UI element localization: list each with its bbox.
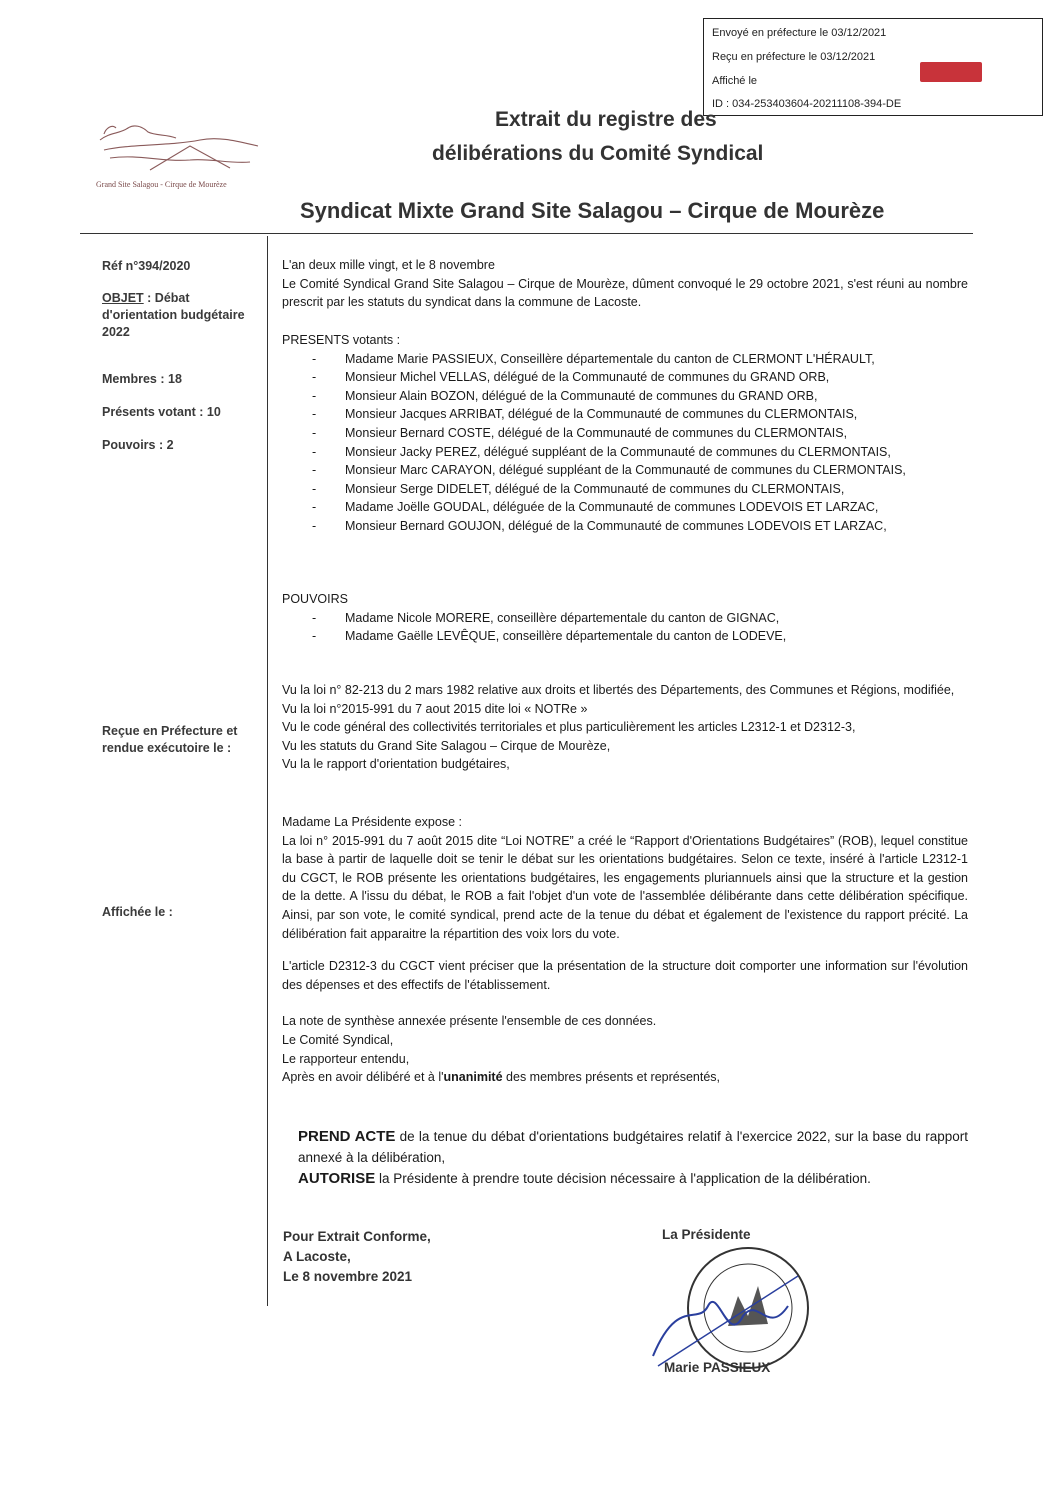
column-divider	[267, 236, 268, 1306]
prend-acte-text: de la tenue du débat d'orientations budgétaires relatif à l'exercice 2022, sur la base du rapport annexé à la délibération,	[298, 1129, 969, 1165]
objet-block	[102, 290, 262, 341]
membres-count: Membres : 18	[102, 372, 182, 386]
expose-title: Madame La Présidente expose :	[282, 815, 462, 829]
recue-prefecture: Reçue en Préfecture et rendue exécutoire le :	[102, 724, 238, 755]
pouvoirs-list	[282, 609, 968, 646]
header-divider	[80, 233, 973, 234]
synthese-note: La note de synthèse annexée présente l'ensemble de ces données.	[282, 1014, 657, 1029]
stamp-posted: Affiché le	[712, 75, 758, 87]
visa-line: Vu la loi n°2015-991 du 7 aout 2015 dite loi « NOTRe »	[282, 701, 588, 716]
presents-list	[282, 350, 968, 536]
autorise-text: la Présidente à prendre toute décision nécessaire à l'application de la délibération.	[375, 1171, 871, 1186]
stamp-sent: Envoyé en préfecture le 03/12/2021	[712, 27, 887, 39]
list-item: - Madame Joëlle GOUDAL, déléguée de la Communauté de communes LODEVOIS ET LARZAC,	[282, 498, 968, 517]
decision-section	[298, 1126, 968, 1189]
deliberation-post: des membres présents et représentés,	[502, 1070, 721, 1085]
logo-caption: Grand Site Salagou - Cirque de Mourèze	[96, 180, 227, 189]
document-title-line1: Extrait du registre des	[495, 108, 717, 131]
visa-line: Vu les statuts du Grand Site Salagou – Cirque de Mourèze,	[282, 738, 611, 753]
comite-line: Le Comité Syndical,	[282, 1032, 394, 1047]
rapporteur-line: Le rapporteur entendu,	[282, 1051, 410, 1066]
pouvoirs-count: Pouvoirs : 2	[102, 438, 174, 452]
intro-section	[282, 256, 968, 312]
deliberation-line	[282, 1068, 968, 1087]
reference-number: Réf n°394/2020	[102, 259, 191, 273]
organization-name: Syndicat Mixte Grand Site Salagou – Cirque de Mourèze	[300, 198, 885, 223]
list-item: - Madame Marie PASSIEUX, Conseillère départementale du canton de CLERMONT L'HÉRAULT,	[282, 350, 968, 369]
visa-line: Vu la loi n° 82-213 du 2 mars 1982 relative aux droits et libertés des Départements, des Communes et Régions, modifiée,	[282, 683, 955, 697]
expose-paragraph-1: La loi n° 2015-991 du 7 août 2015 dite “Loi NOTRE” a créé le “Rapport d'Orientations Budgétaires” (ROB), lequel constitue la base à partir de laquelle doit se tenir le débat sur les orientations budgétaires. Selon ce texte, inséré à l'article L2312-1 du CGCT, le ROB présente les orientations budgétaires, les engagements pluriannuels ainsi que la structure et la gestion de la dette. A l'issu du débat, le ROB a fait l'objet d'un vote de l'assemblée délibérante dans cette délibération spécifique. Ainsi, par son vote, le comité syndical, prend acte de la tenue du débat et également de l'existence du rapport précité. La délibération fait apparaitre la répartition des voix lors du vote.	[282, 833, 968, 941]
objet-text: : Débat d'orientation budgétaire 2022	[102, 291, 245, 339]
affichee-le: Affichée le :	[102, 905, 173, 919]
stamp-received: Reçu en préfecture le 03/12/2021	[712, 51, 876, 63]
signataire-titre: La Présidente	[662, 1227, 751, 1242]
list-item: - Monsieur Alain BOZON, délégué de la Communauté de communes du GRAND ORB,	[282, 387, 968, 406]
objet-label: OBJET	[102, 291, 144, 305]
extrait-conforme: Pour Extrait Conforme,	[283, 1229, 431, 1244]
list-item: - Madame Nicole MORERE, conseillère départementale du canton de GIGNAC,	[282, 609, 968, 628]
deliberation-pre: Après en avoir délibéré et à l'	[282, 1070, 444, 1085]
visa-line: Vu le code général des collectivités territoriales et plus particulièrement les articles L2312-1 et D2312-3,	[282, 720, 856, 735]
list-item: - Monsieur Jacques ARRIBAT, délégué de la Communauté de communes du CLERMONTAIS,	[282, 405, 968, 424]
list-item: - Monsieur Michel VELLAS, délégué de la Communauté de communes du GRAND ORB,	[282, 368, 968, 387]
stamp-id: ID : 034-253403604-20211108-394-DE	[712, 98, 902, 110]
expose-section	[282, 813, 968, 1087]
autorise	[298, 1168, 968, 1189]
list-item: - Monsieur Bernard COSTE, délégué de la Communauté de communes du CLERMONTAIS,	[282, 424, 968, 443]
visa-line: Vu la le rapport d'orientation budgétaires,	[282, 757, 510, 772]
prend-acte-label: PREND ACTE	[298, 1128, 396, 1145]
visas-section	[282, 681, 968, 774]
document-title-line2: délibérations du Comité Syndical	[432, 142, 764, 165]
pouvoirs-section	[282, 590, 968, 646]
extrait-date: Le 8 novembre 2021	[283, 1269, 413, 1284]
extrait-block	[283, 1227, 431, 1287]
presents-title: PRESENTS votants :	[282, 333, 401, 347]
intro-convocation: Le Comité Syndical Grand Site Salagou – Cirque de Mourèze, dûment convoqué le 29 octobre 2021, s'est réuni au nombre prescrit par les statuts du syndicat dans la commune de Lacoste.	[282, 276, 968, 310]
presents-count: Présents votant : 10	[102, 405, 221, 419]
unanimite: unanimité	[443, 1070, 503, 1085]
list-item: - Madame Gaëlle LEVÊQUE, conseillère départementale du canton de LODEVE,	[282, 627, 968, 646]
signataire-nom: Marie PASSIEUX	[664, 1360, 771, 1375]
autorise-label: AUTORISE	[298, 1170, 376, 1187]
expose-paragraph-2: L'article D2312-3 du CGCT vient préciser que la présentation de la structure doit comporter une information sur l'évolution des dépenses et des effectifs de l'établissement.	[282, 959, 968, 992]
list-item: - Monsieur Serge DIDELET, délégué de la Communauté de communes du CLERMONTAIS,	[282, 480, 968, 499]
list-item: - Monsieur Bernard GOUJON, délégué de la Communauté de communes LODEVOIS ET LARZAC,	[282, 517, 968, 536]
prefecture-stamp	[703, 18, 1043, 116]
intro-date: L'an deux mille vingt, et le 8 novembre	[282, 258, 495, 272]
extrait-lieu: A Lacoste,	[283, 1249, 351, 1264]
list-item: - Monsieur Jacky PEREZ, délégué suppléant de la Communauté de communes du CLERMONTAIS,	[282, 443, 968, 462]
berger-levrault-logo	[920, 62, 982, 82]
prend-acte	[298, 1126, 968, 1168]
presents-section	[282, 331, 968, 536]
list-item: - Monsieur Marc CARAYON, délégué suppléant de la Communauté de communes du CLERMONTAIS,	[282, 461, 968, 480]
grand-site-logo	[90, 110, 260, 190]
pouvoirs-title: POUVOIRS	[282, 592, 348, 606]
